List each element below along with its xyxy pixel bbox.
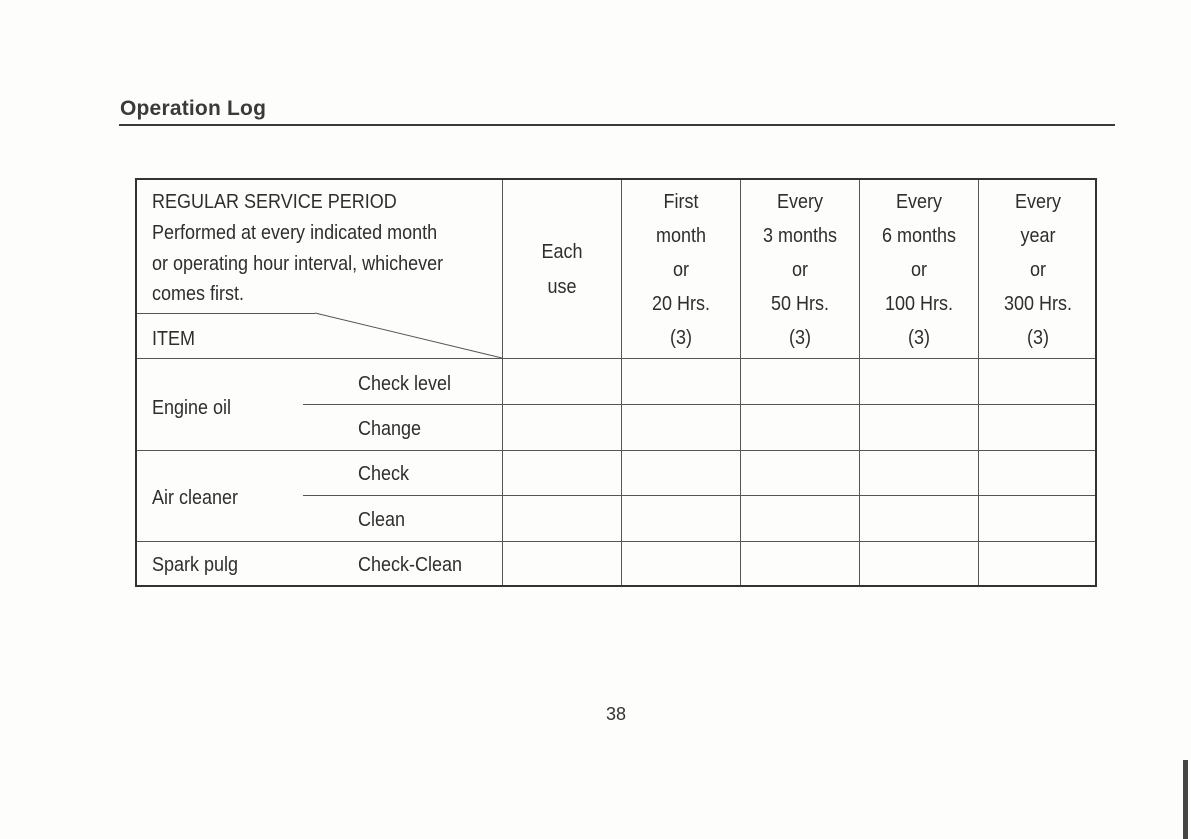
- subrow-divider: [303, 404, 1095, 405]
- column-3-months-line: (3): [788, 327, 811, 349]
- column-first-month-line: First: [663, 191, 699, 213]
- service-period-text: comes first.: [152, 283, 245, 305]
- row-divider: [137, 541, 1095, 542]
- column-6-months-line: Every: [895, 191, 943, 213]
- subrow-divider: [303, 495, 1095, 496]
- action-change: Change: [358, 418, 422, 440]
- service-period-text: Performed at every indicated month: [152, 222, 438, 244]
- item-spark-plug: Spark pulg: [152, 554, 239, 576]
- operation-log-table: [135, 178, 1097, 587]
- row-divider: [137, 450, 1095, 451]
- column-first-month-line: month: [655, 225, 707, 247]
- action-clean: Clean: [358, 509, 406, 531]
- column-divider: [621, 180, 622, 585]
- item-label: ITEM: [152, 328, 196, 350]
- column-3-months-line: 3 months: [762, 225, 838, 247]
- column-3-months-line: Every: [776, 191, 824, 213]
- column-3-months-line: or: [791, 259, 809, 281]
- column-divider: [978, 180, 979, 585]
- column-first-month-line: (3): [669, 327, 692, 349]
- column-year-line: year: [1020, 225, 1056, 247]
- column-3-months-line: 50 Hrs.: [770, 293, 830, 315]
- column-each-use-line: Each: [541, 241, 583, 263]
- column-year-line: (3): [1026, 327, 1049, 349]
- action-check-clean: Check-Clean: [358, 554, 463, 576]
- service-period-text: or operating hour interval, whichever: [152, 253, 444, 275]
- column-year-line: 300 Hrs.: [1003, 293, 1073, 315]
- column-year-line: or: [1029, 259, 1047, 281]
- column-divider: [740, 180, 741, 585]
- title-underline: [119, 124, 1115, 126]
- action-check: Check: [358, 463, 410, 485]
- page-title: Operation Log: [120, 97, 267, 120]
- scan-edge-mark: [1183, 760, 1188, 839]
- item-air-cleaner: Air cleaner: [152, 487, 239, 509]
- column-6-months-line: (3): [907, 327, 930, 349]
- column-6-months-line: 100 Hrs.: [884, 293, 954, 315]
- column-each-use-line: use: [547, 276, 577, 298]
- column-6-months-line: or: [910, 259, 928, 281]
- column-year-line: Every: [1014, 191, 1062, 213]
- column-divider: [859, 180, 860, 585]
- action-check-level: Check level: [358, 373, 452, 395]
- column-first-month-line: 20 Hrs.: [651, 293, 711, 315]
- column-6-months-line: 6 months: [881, 225, 957, 247]
- item-engine-oil: Engine oil: [152, 397, 232, 419]
- service-period-heading: REGULAR SERVICE PERIOD: [152, 191, 397, 213]
- page-number: 38: [605, 704, 627, 724]
- column-first-month-line: or: [672, 259, 690, 281]
